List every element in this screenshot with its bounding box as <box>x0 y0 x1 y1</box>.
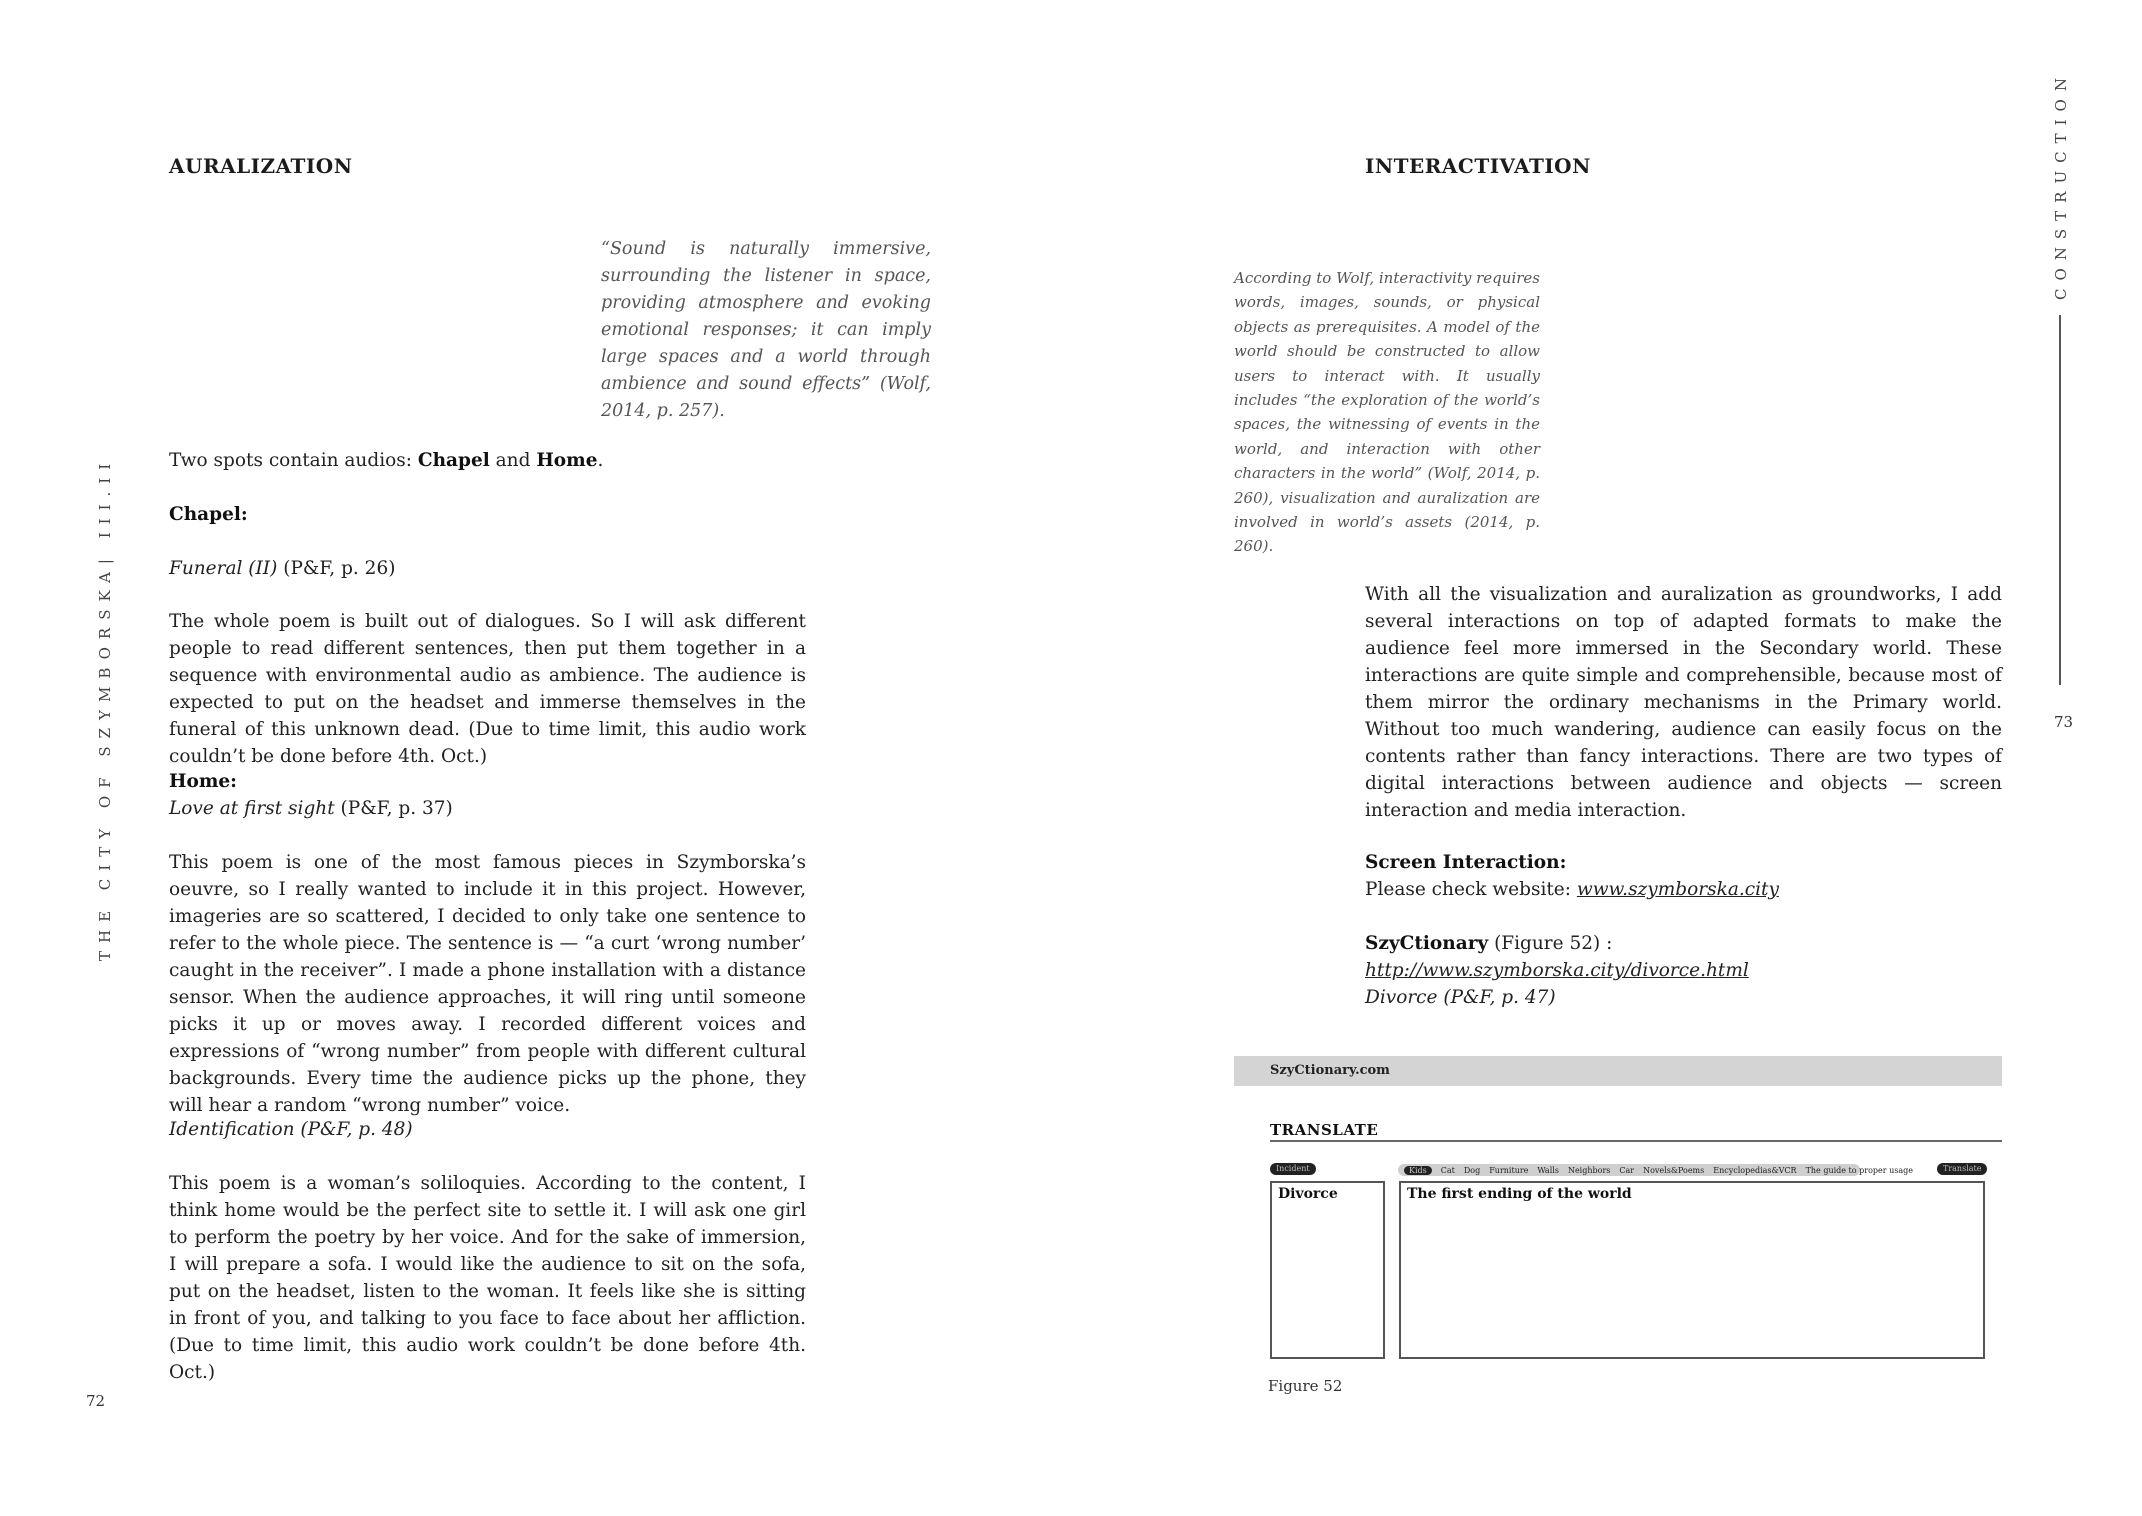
chapel-paragraph: The whole poem is built out of dialogues. So I will ask different people to read different sentences, then put them together in a sequence with environmental audio as ambience. The audience is expected to put on the headset and immerse themselves in the funeral of this unknown dead. (Due to time limit, this audio work couldn’t be done before 4th. Oct.) <box>169 611 806 767</box>
tag-furniture[interactable]: Furniture <box>1489 1165 1529 1175</box>
translation-output-box <box>1399 1181 1985 1359</box>
love-title: Love at first sight <box>169 798 335 819</box>
screen-interaction-label: Screen Interaction: <box>1365 852 1567 873</box>
szyctionary-figure-ref: (Figure 52) : <box>1488 933 1613 954</box>
intro-prefix: Two spots contain audios: <box>169 450 418 471</box>
identification-citation: Identification (P&F, p. 48) <box>169 1119 413 1140</box>
tag-novels-poems[interactable]: Novels&Poems <box>1643 1165 1705 1175</box>
interactivation-quote: According to Wolf, interactivity requires words, images, sounds, or physical objects as prerequisites. A model of the world should be constructed to allow users to interact with. It usually includes “the exploration of the world’s spaces, the witnessing of events in the world, and interaction with other characters in the world” (Wolf, 2014, p. 260), visualization and auralization are involved in world’s assets (2014, p. 260). <box>1234 269 1540 556</box>
tag-cat[interactable]: Cat <box>1440 1165 1455 1175</box>
intro-chapel: Chapel <box>417 450 490 471</box>
szyctionary-site-bar <box>1234 1056 2002 1086</box>
auralization-heading: AURALIZATION <box>169 154 353 178</box>
figure-caption: Figure 52 <box>1268 1377 1343 1395</box>
chapel-label: Chapel: <box>169 504 248 525</box>
tag-guide[interactable]: The guide to proper usage <box>1805 1165 1913 1175</box>
interactivation-paragraph: With all the visualization and auralization as groundworks, I add several interactions on top of adapted formats to make the audience feel more immersed in the Secondary world. These interactions are quite simple and comprehensible, because most of them mirror the ordinary mechanisms in the Primary world. Without too much wandering, audience can easily focus on the contents rather than fancy interactions. There are two types of digital interactions between audience and objects — screen interaction and media interaction. <box>1365 584 2002 821</box>
tag-car[interactable]: Car <box>1619 1165 1635 1175</box>
szyctionary-label: SzyCtionary <box>1365 933 1489 954</box>
incident-input-box[interactable] <box>1270 1181 1385 1359</box>
intro-home: Home <box>536 450 598 471</box>
intro-end: . <box>597 450 604 471</box>
translate-heading: TRANSLATE <box>1270 1121 1379 1139</box>
website-link[interactable]: www.szymborska.city <box>1576 879 1779 900</box>
funeral-ref: (P&F, p. 26) <box>277 558 396 579</box>
interactivation-heading: INTERACTIVATION <box>1365 154 1591 178</box>
incident-label: Incident <box>1270 1163 1316 1175</box>
auralization-quote: “Sound is naturally immersive, surrounding the listener in space, providing atmosphere and evoking emotional responses; it can imply large spaces and a world through ambience and sound effects” (Wolf, 2014, p. 257). <box>601 239 931 421</box>
divorce-url-link[interactable]: http://www.szymborska.city/divorce.html <box>1365 960 1749 981</box>
tag-dog[interactable]: Dog <box>1463 1165 1481 1175</box>
tag-encyclopedias[interactable]: Encyclopedias&VCR <box>1713 1165 1797 1175</box>
love-ref: (P&F, p. 37) <box>334 798 453 819</box>
tag-kids[interactable]: Kids <box>1404 1166 1432 1175</box>
love-paragraph: This poem is one of the most famous pieces in Szymborska’s oeuvre, so I really wanted to include it in this project. However, imageries are so scattered, I decided to only take one sentence to refer to the whole piece. The sentence is — “a curt ‘wrong number’ caught in the receiver”. I made a phone installation with a distance sensor. When the audience approaches, it will ring until someone picks it up or moves away. I recorded different voices and expressions of “wrong number” from people with different cultural backgrounds. Every time the audience picks up the phone, they will hear a random “wrong number” voice. <box>169 852 806 1116</box>
tag-bar <box>1398 1164 1913 1176</box>
identification-paragraph: This poem is a woman’s soliloquies. According to the content, I think home would be the perfect site to settle it. I will ask one girl to perform the poetry by her voice. And for the sake of immersion, I will prepare a sofa. I would like the audience to sit on the sofa, put on the headset, listen to the woman. It feels like she is sitting in front of you, and talking to you face to face about her affliction. (Due to time limit, this audio work couldn’t be done before 4th. Oct.) <box>169 1173 806 1383</box>
page-number-left: 72 <box>86 1392 106 1410</box>
audio-intro <box>169 447 809 474</box>
tag-neighbors[interactable]: Neighbors <box>1567 1165 1611 1175</box>
check-text: Please check website: <box>1365 879 1577 900</box>
page-number-right: 73 <box>2054 713 2074 731</box>
translate-divider <box>1270 1140 2002 1142</box>
tag-walls[interactable]: Walls <box>1537 1165 1559 1175</box>
translation-output-value: The first ending of the world <box>1407 1186 1632 1202</box>
funeral-citation <box>169 555 395 582</box>
right-side-rule <box>2059 315 2061 685</box>
website-line <box>1365 876 1779 903</box>
love-citation <box>169 795 453 822</box>
left-side-label: THE CITY OF SZYMBORSKA| III.II <box>96 455 114 961</box>
szyctionary-line <box>1365 930 1612 957</box>
intro-and: and <box>489 450 537 471</box>
funeral-title: Funeral (II) <box>169 558 278 579</box>
site-title[interactable]: SzyCtionary.com <box>1270 1063 1390 1078</box>
translate-button[interactable]: Translate <box>1937 1163 1987 1175</box>
incident-input-value: Divorce <box>1278 1186 1338 1202</box>
home-label: Home: <box>169 771 237 792</box>
divorce-citation: Divorce (P&F, p. 47) <box>1365 987 1556 1008</box>
right-side-label: CONSTRUCTION <box>2052 70 2070 300</box>
